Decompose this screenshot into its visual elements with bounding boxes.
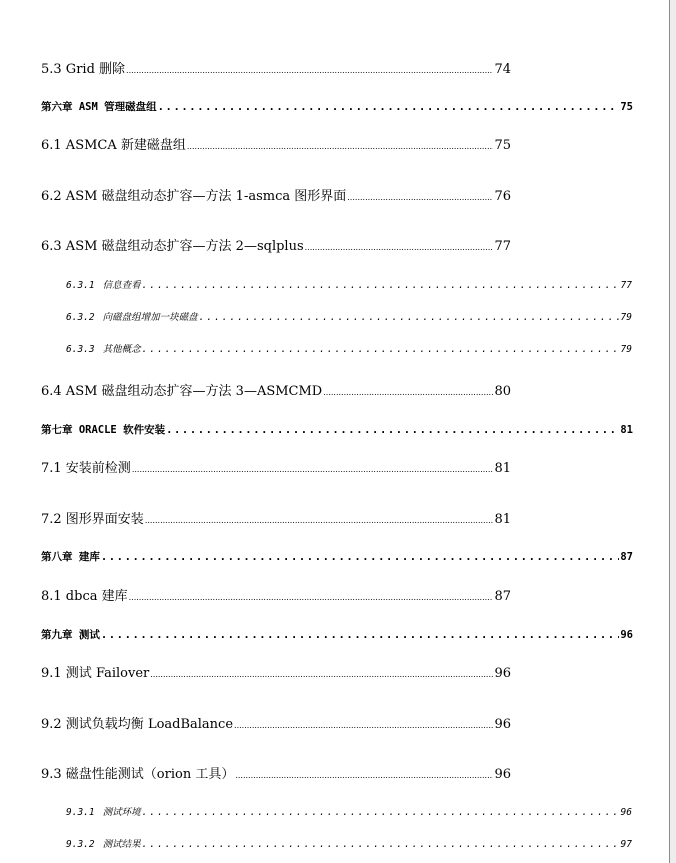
toc-entry-page: 81: [494, 461, 511, 476]
toc-entry-title: 测试结果: [102, 839, 141, 850]
toc-leader: [129, 589, 494, 604]
toc-entry-page: 96: [620, 807, 632, 818]
toc-subentry[interactable]: [66, 836, 632, 852]
toc-entry-title: 6.3 ASM 磁盘组动态扩容—方法 2—sqlplus: [41, 239, 304, 254]
toc-leader: [142, 807, 620, 818]
toc-leader: [150, 666, 493, 681]
toc-entry-page: 96: [494, 666, 511, 681]
toc-entry[interactable]: [41, 235, 511, 255]
toc-entry-page: 76: [494, 189, 511, 204]
toc-leader: [323, 384, 493, 399]
toc-entry-page: 87: [620, 551, 633, 563]
toc-entry-title: 第六章 ASM 管理磁盘组: [41, 101, 157, 113]
toc-leader: [305, 239, 494, 254]
toc-leader: [142, 839, 620, 850]
toc-leader: [347, 189, 493, 204]
toc-entry-page: 96: [494, 767, 511, 782]
page-shadow: [670, 0, 676, 863]
toc-entry-page: 81: [494, 512, 511, 527]
toc-entry-title: 向磁盘组增加一块磁盘: [102, 312, 198, 323]
toc-leader: [145, 512, 494, 527]
toc-entry-page: 74: [494, 62, 511, 77]
toc-entry-page: 79: [620, 312, 632, 323]
toc-entry-page: 75: [494, 138, 511, 153]
toc-entry-number: 6.3.1: [66, 280, 95, 291]
toc-entry-title: 7.1 安装前检测: [41, 461, 131, 476]
toc-entry[interactable]: [41, 58, 511, 78]
toc-entry[interactable]: [41, 662, 511, 682]
toc-entry-title: 信息查看: [102, 280, 141, 291]
toc-entry-page: 77: [494, 239, 511, 254]
toc-leader: [132, 461, 494, 476]
toc-leader: [158, 101, 620, 113]
toc-entry[interactable]: [41, 134, 511, 154]
toc-entry-title: 9.3 磁盘性能测试（orion 工具）: [41, 767, 235, 782]
toc-entry-number: 9.3.1: [66, 807, 95, 818]
toc-entry-title: 第八章 建库: [41, 551, 100, 563]
toc-entry-page: 81: [620, 424, 633, 436]
toc-chapter-entry[interactable]: [41, 99, 633, 115]
toc-entry[interactable]: [41, 585, 511, 605]
toc-chapter-entry[interactable]: [41, 627, 633, 643]
toc-entry[interactable]: [41, 763, 511, 783]
toc-entry-page: 77: [620, 280, 632, 291]
toc-entry-title: 第七章 ORACLE 软件安装: [41, 424, 166, 436]
toc-subentry[interactable]: [66, 341, 632, 357]
toc-leader: [101, 629, 620, 641]
toc-leader: [101, 551, 620, 563]
toc-entry[interactable]: [41, 380, 511, 400]
toc-chapter-entry[interactable]: [41, 422, 633, 438]
toc-leader: [142, 344, 620, 355]
toc-leader: [142, 280, 620, 291]
toc-chapter-entry[interactable]: [41, 549, 633, 565]
toc-entry-title: 6.2 ASM 磁盘组动态扩容—方法 1-asmca 图形界面: [41, 189, 347, 204]
toc-entry[interactable]: [41, 185, 511, 205]
toc-entry-title: 6.4 ASM 磁盘组动态扩容—方法 3—ASMCMD: [41, 384, 323, 399]
toc-subentry[interactable]: [66, 277, 632, 293]
toc-entry-page: 87: [494, 589, 511, 604]
toc-entry-page: 96: [494, 717, 511, 732]
toc-leader: [187, 138, 494, 153]
toc-entry-title: 6.1 ASMCA 新建磁盘组: [41, 138, 186, 153]
toc-subentry[interactable]: [66, 804, 632, 820]
toc-leader: [235, 767, 493, 782]
toc-entry-page: 97: [620, 839, 632, 850]
toc-entry-page: 79: [620, 344, 632, 355]
toc-entry-title: 9.1 测试 Failover: [41, 666, 150, 681]
toc-entry-page: 80: [494, 384, 511, 399]
toc-entry-number: 9.3.2: [66, 839, 95, 850]
toc-entry[interactable]: [41, 713, 511, 733]
toc-entry-title: 第九章 测试: [41, 629, 100, 641]
toc-entry-number: 6.3.3: [66, 344, 95, 355]
toc-entry-title: 7.2 图形界面安装: [41, 512, 144, 527]
toc-entry-title: 其他概念: [102, 344, 141, 355]
toc-entry-title: 8.1 dbca 建库: [41, 589, 128, 604]
toc-entry-title: 9.2 测试负载均衡 LoadBalance: [41, 717, 234, 732]
toc-leader: [199, 312, 620, 323]
toc-leader: [166, 424, 619, 436]
toc-subentry[interactable]: [66, 309, 632, 325]
toc-leader: [234, 717, 493, 732]
toc-leader: [126, 62, 493, 77]
toc-entry-title: 测试环境: [102, 807, 141, 818]
toc-entry-page: 96: [620, 629, 633, 641]
toc-entry[interactable]: [41, 457, 511, 477]
toc-entry-title: 5.3 Grid 删除: [41, 62, 126, 77]
toc-entry[interactable]: [41, 508, 511, 528]
toc-entry-page: 75: [620, 101, 633, 113]
toc-entry-number: 6.3.2: [66, 312, 95, 323]
